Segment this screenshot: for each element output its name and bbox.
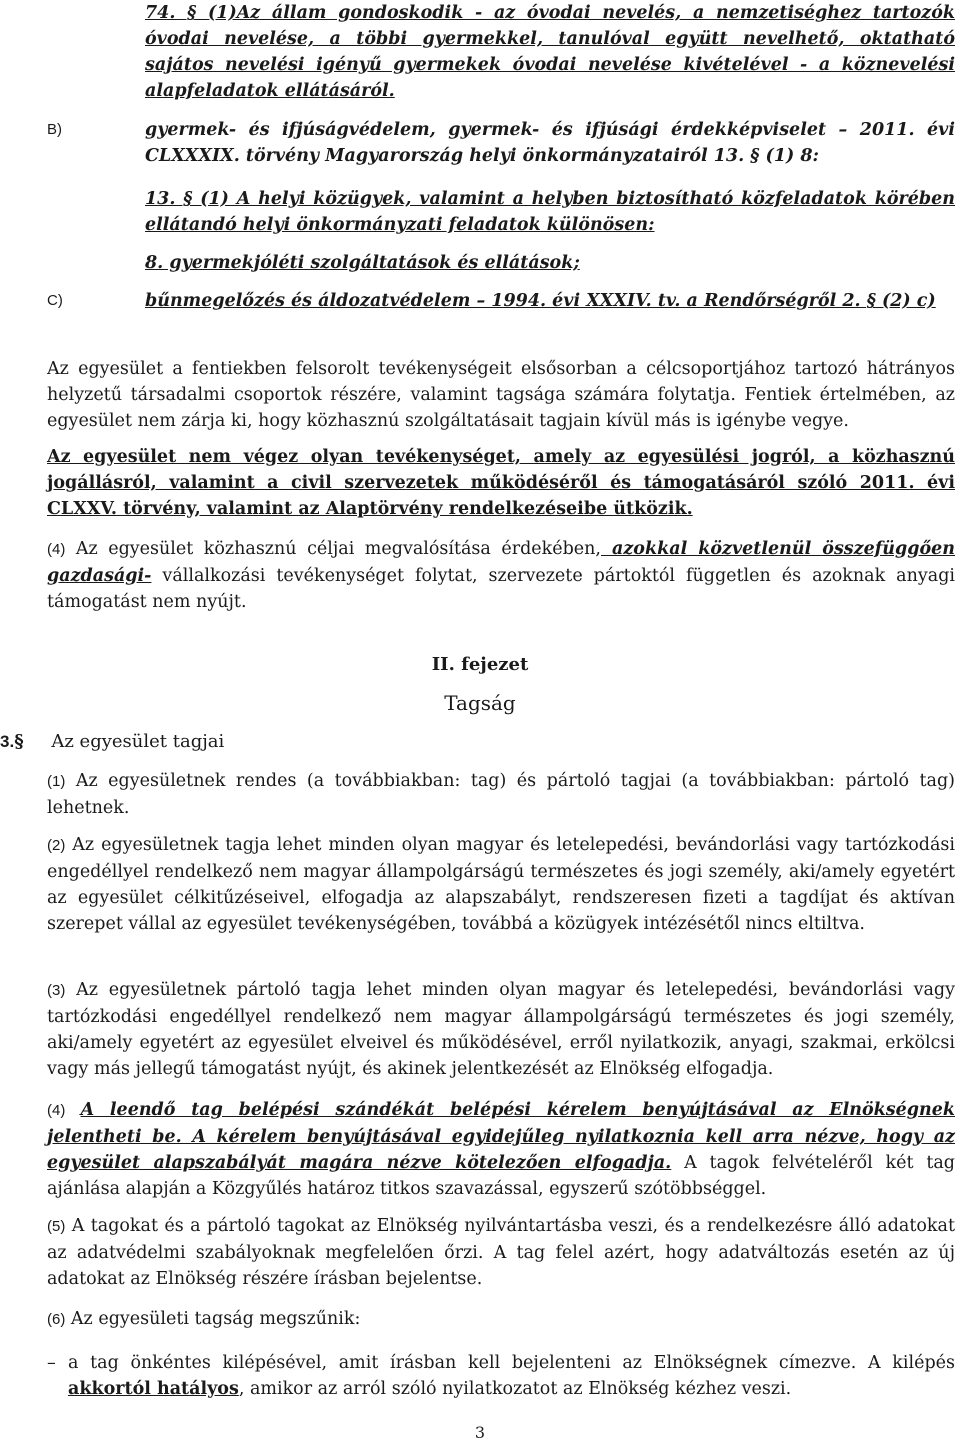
- chapter-title: Tagság: [444, 691, 516, 715]
- item-b-text: gyermek- és ifjúságvédelem, gyermek- és ifjúsági érdekképviselet – 2011. évi CLXXXIX. törvény Magyarország helyi önkormányzatairól 13. § (1) 8:: [145, 120, 955, 166]
- item-b-label: B): [47, 121, 62, 138]
- member-paragraph-4-bold: A leendő tag belépési szándékát belépési kérelem benyújtásával az Elnökségnek jelentheti be. A kérelem benyújtásával egyidejűleg nyilatkoznia kell arra nézve, hogy az egyesület alapszabályát magára nézve kötelezően elfogadja.: [47, 1100, 955, 1173]
- member-paragraph-1: [47, 768, 955, 821]
- paragraph-activities: Az egyesület a fentiekben felsorolt tevékenységeit elsősorban a célcsoportjához tartozó hátrányos helyzetű társadalmi csoportok részére, valamint tagsága számára folytatja. Fentiek értelmében, az egyesület nem zárja ki, hogy közhasznú szolgáltatásait tagjain kívül más is igénybe vegye.: [47, 359, 955, 431]
- member-paragraph-4: [47, 1097, 955, 1202]
- member-paragraph-1-text: Az egyesületnek rendes (a továbbiakban: tag) és pártoló tagjai (a továbbiakban: pártoló tag) lehetnek.: [47, 771, 955, 818]
- member-paragraph-5: [47, 1213, 955, 1292]
- member-paragraph-5-number: (5): [47, 1218, 66, 1235]
- bullet-text-a: a tag önkéntes kilépésével, amit írásban kell bejelenteni az Elnökségnek címezve. A kilépés: [68, 1353, 955, 1373]
- member-paragraph-4-number: (4): [47, 1102, 66, 1119]
- section-3-sign: §: [14, 731, 24, 752]
- member-paragraph-2-text: Az egyesületnek tagja lehet minden olyan magyar és letelepedési, bevándorlási vagy tartózkodási engedéllyel rendelkező nem magyar állampolgárságú természetes és jogi személy, aki/amely egyetért az egyesület célkitűzéseivel, elfogadja az alapszabályt, rendszeresen fizeti a tagdíjat és aktívan szerepet vállal az egyesület tevékenységében, továbbá a közügyek intézésétől nincs eltiltva.: [47, 835, 955, 934]
- section-3-number: 3.: [0, 732, 15, 751]
- member-paragraph-6-number: (6): [47, 1311, 66, 1328]
- paragraph-4-number: (4): [47, 541, 66, 558]
- item-c-label: C): [47, 292, 63, 309]
- section-3-title: Az egyesület tagjai: [51, 731, 225, 752]
- bullet-text-b: , amikor az arról szóló nyilatkozatot az Elnökség kézhez veszi.: [238, 1379, 792, 1399]
- member-paragraph-2: [47, 832, 955, 937]
- member-paragraph-3: [47, 977, 955, 1082]
- bullet-underlined: akkortól hatályos: [68, 1379, 239, 1399]
- member-paragraph-6-text: Az egyesületi tagság megszűnik:: [70, 1309, 361, 1329]
- item-b-sub2: 8. gyermekjóléti szolgáltatások és ellátások;: [145, 253, 580, 273]
- item-c-text: bűnmegelőzés és áldozatvédelem – 1994. évi XXXIV. tv. a Rendőrségről 2. § (2) c): [145, 291, 936, 311]
- member-paragraph-2-number: (2): [47, 837, 66, 854]
- member-paragraph-6: [47, 1306, 955, 1333]
- paragraph-4: [47, 536, 955, 615]
- top-item-74: 74. § (1)Az állam gondoskodik - az óvodai nevelés, a nemzetiséghez tartozók óvodai nevelése, a többi gyermekkel, tanulóval együtt nevelhető, oktatható sajátos nevelési igényű gyermekek óvodai nevelése kivételével - a köznevelési alapfeladatok ellátásáról.: [145, 3, 955, 101]
- item-b-sub1: 13. § (1) A helyi közügyek, valamint a helyben biztosítható közfeladatok körében ellátandó helyi önkormányzati feladatok különösen:: [145, 189, 955, 235]
- member-paragraph-4-rest: A tagok felvételéről két tag ajánlása alapján a Közgyűlés határoz titkos szavazással, egyszerű szótöbbséggel.: [47, 1153, 955, 1199]
- page-number: 3: [474, 1423, 486, 1442]
- bullet-dash: –: [47, 1353, 56, 1373]
- chapter-number: II. fejezet: [431, 654, 529, 675]
- member-paragraph-5-text: A tagokat és a pártoló tagokat az Elnökség nyilvántartásba veszi, és a rendelkezésre álló adatokat az adatvédelmi szabályoknak megfelelően őrzi. A tag felel azért, hogy adatváltozás esetén az új adatokat az Elnökség részére írásban bejelentse.: [47, 1216, 955, 1289]
- section-3-heading: [0, 729, 400, 755]
- member-paragraph-1-number: (1): [47, 773, 66, 790]
- paragraph-4-underlined: azokkal közvetlenül összefüggően gazdasági-: [47, 539, 955, 586]
- member-paragraph-3-text: Az egyesületnek pártoló tagja lehet minden olyan magyar és letelepedési, bevándorlási vagy tartózkodási engedéllyel rendelkező nem magyar állampolgárságú természetes és jogi személy, aki/amely egyetért az egyesület elveivel és működésével, erről nyilatkozik, anyagi, szakmai, erkölcsi vagy más jellegű támogatást nyújt, és akinek jelentkezését az Elnökség elfogadja.: [47, 980, 955, 1079]
- paragraph-4-text-b: vállalkozási tevékenységet folytat, szervezete pártoktól független és azoknak anyagi támogatást nem nyújt.: [47, 566, 955, 612]
- bullet-text: [68, 1350, 955, 1402]
- paragraph-politics: Az egyesület nem végez olyan tevékenységet, amely az egyesülési jogról, a közhasznú jogállásról, valamint a civil szervezetek működéséről és támogatásáról szóló 2011. évi CLXXV. törvény, valamint az Alaptörvény rendelkezéseibe ütközik.: [47, 447, 955, 519]
- member-paragraph-3-number: (3): [47, 982, 66, 999]
- paragraph-4-text-a: Az egyesület közhasznú céljai megvalósítása érdekében,: [75, 539, 601, 559]
